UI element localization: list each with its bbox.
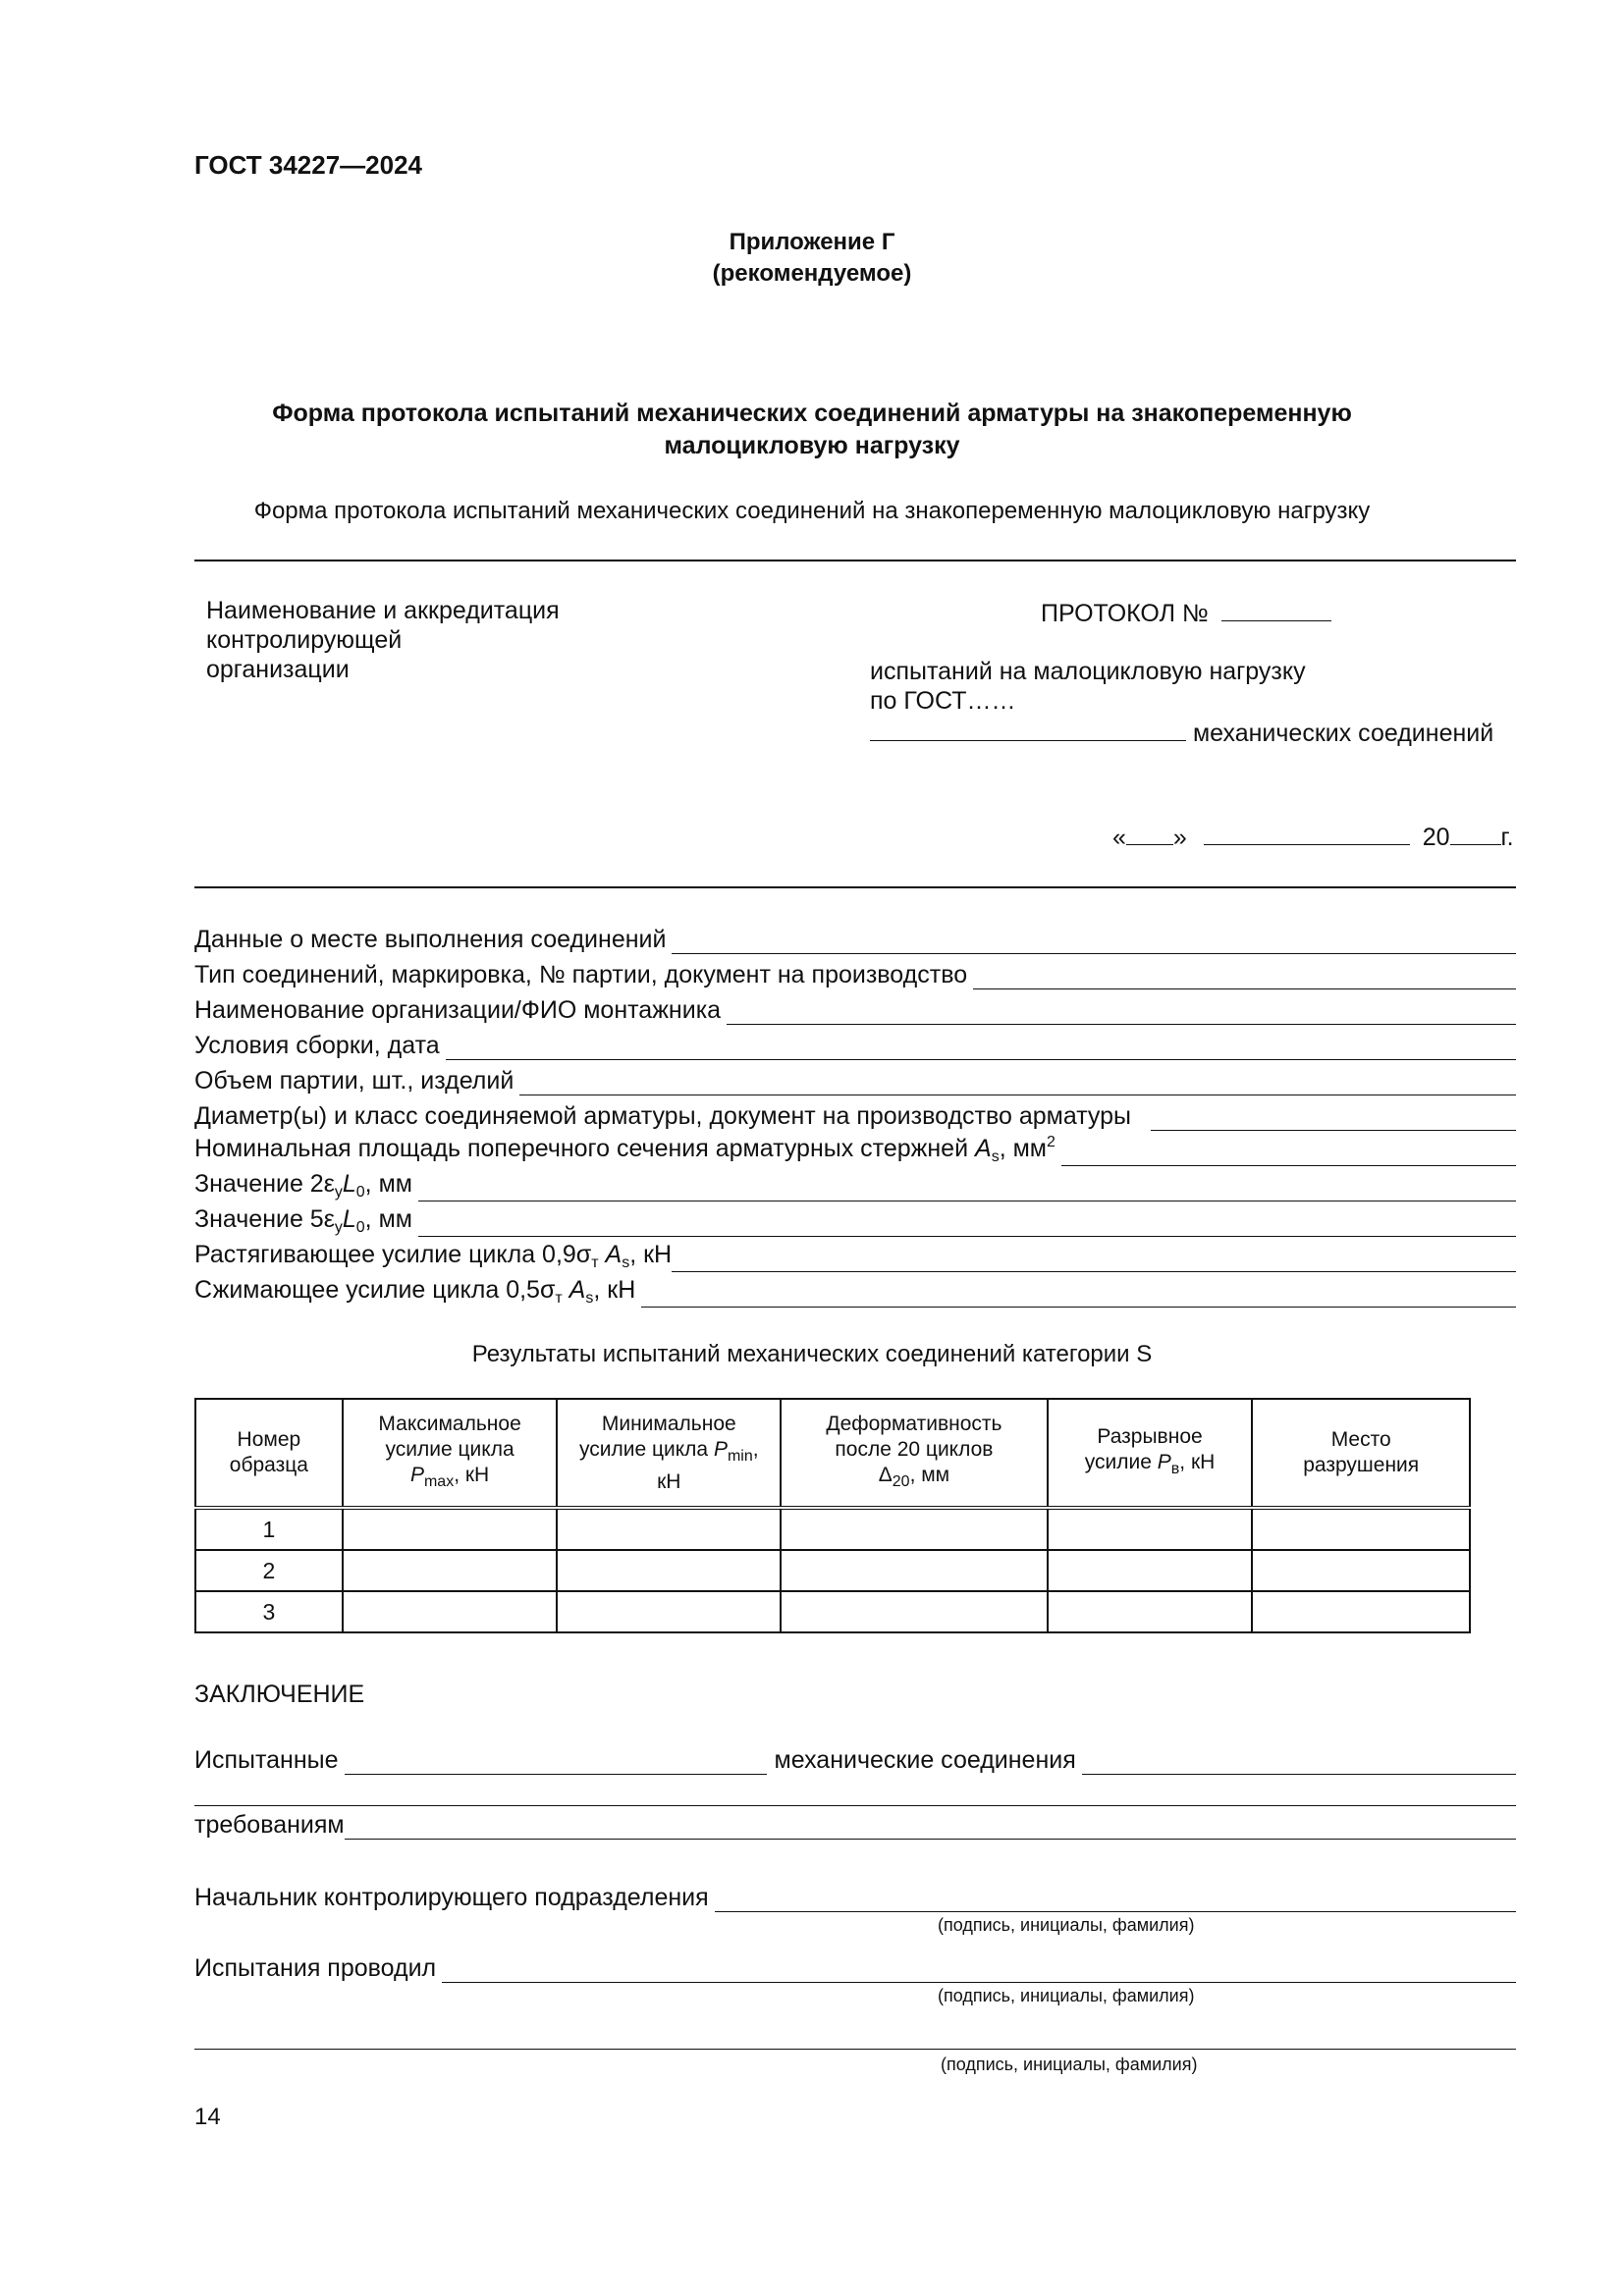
protocol-line1: испытаний на малоцикловую нагрузку — [870, 658, 1306, 685]
conclusion-row-requirements — [194, 1806, 1516, 1840]
field-label-installer: Наименование организации/ФИО монтажника — [194, 996, 722, 1024]
protocol-number-label — [1041, 597, 1331, 628]
header-failure-location — [1252, 1399, 1470, 1508]
field-input-installer[interactable] — [727, 998, 1516, 1025]
signature-tester-field[interactable] — [442, 1956, 1516, 1983]
cross-section-superscript: 2 — [1046, 1134, 1056, 1150]
header-min-force-symbol: P — [713, 1437, 728, 1461]
table-row — [195, 1591, 1470, 1632]
field-input-batch-volume[interactable] — [519, 1069, 1516, 1095]
value-2ey-sub2: 0 — [355, 1184, 365, 1201]
field-label-compressive-force — [194, 1276, 641, 1308]
table-cell[interactable] — [343, 1550, 558, 1591]
field-input-tensile-force[interactable] — [672, 1246, 1516, 1272]
field-input-connection-type[interactable] — [973, 963, 1516, 989]
date-month-field[interactable] — [1204, 821, 1410, 845]
date-quote-open: « — [1112, 824, 1126, 851]
row-number-cell: 3 — [195, 1591, 343, 1632]
tensile-force-sub1: т — [591, 1255, 599, 1271]
field-label-location: Данные о месте выполнения соединений — [194, 926, 667, 953]
conclusion-tested-field[interactable] — [345, 1748, 767, 1775]
protocol-label: ПРОТОКОЛ № — [1041, 600, 1209, 627]
date-year-prefix: 20 — [1422, 824, 1450, 851]
header-max-force-unit: , кН — [454, 1463, 490, 1486]
compressive-force-unit: , кН — [593, 1276, 636, 1304]
header-breaking-force — [1048, 1399, 1253, 1508]
conclusion-requirements-field[interactable] — [345, 1813, 1516, 1840]
field-label-tensile-force — [194, 1241, 672, 1272]
results-header-row — [195, 1399, 1470, 1508]
divider-top — [194, 560, 1516, 561]
header-failure-location-l1: Место — [1330, 1428, 1391, 1451]
protocol-line3 — [870, 717, 1493, 748]
org-label-line3: организации — [206, 656, 350, 683]
org-label-line2: контролирующей — [206, 626, 403, 654]
tensile-force-symbol: A — [605, 1241, 623, 1268]
header-deformability-unit: , мм — [909, 1463, 950, 1486]
signature-row-head — [194, 1879, 1516, 1912]
conclusion-continuation-field[interactable] — [194, 1780, 1516, 1806]
signature-head-label: Начальник контролирующего подразделения — [194, 1884, 709, 1911]
field-label-value-5ey — [194, 1205, 418, 1237]
value-5ey-text: Значение 5ε — [194, 1205, 335, 1233]
field-row-value-5ey — [194, 1203, 1516, 1237]
field-row-value-2ey — [194, 1168, 1516, 1201]
table-cell[interactable] — [557, 1550, 781, 1591]
conclusion-row-tested — [194, 1741, 1516, 1775]
field-row-location — [194, 921, 1516, 954]
row-number-cell: 1 — [195, 1508, 343, 1550]
date-year-suffix: г. — [1500, 824, 1514, 851]
divider-middle — [194, 886, 1516, 888]
compressive-force-text: Сжимающее усилие цикла 0,5σ — [194, 1276, 556, 1304]
field-label-batch-volume: Объем партии, шт., изделий — [194, 1067, 514, 1095]
signature-head-field[interactable] — [715, 1886, 1516, 1912]
conclusion-tested-label: Испытанные — [194, 1746, 339, 1774]
cross-section-subscript: s — [991, 1148, 1000, 1165]
field-row-cross-section — [194, 1133, 1516, 1166]
table-cell[interactable] — [557, 1508, 781, 1550]
header-deformability-l2: после 20 циклов — [835, 1437, 994, 1461]
field-input-diameter-class[interactable] — [1151, 1104, 1516, 1131]
results-title: Результаты испытаний механических соединений категории S — [471, 1341, 1153, 1367]
protocol-line3-suffix: механических соединений — [1192, 720, 1494, 747]
org-label-line1: Наименование и аккредитация — [206, 597, 560, 624]
table-cell[interactable] — [557, 1591, 781, 1632]
field-row-connection-type — [194, 956, 1516, 989]
field-label-cross-section — [194, 1134, 1061, 1166]
table-cell[interactable] — [343, 1508, 558, 1550]
header-deformability-symbol: Δ — [878, 1463, 893, 1486]
field-label-diameter-class: Диаметр(ы) и класс соединяемой арматуры, документ на производство арматуры — [194, 1102, 1132, 1130]
document-standard-number: ГОСТ 34227—2024 — [194, 150, 422, 180]
table-cell[interactable] — [1048, 1508, 1253, 1550]
header-min-force — [557, 1399, 781, 1508]
page-number: 14 — [194, 2104, 221, 2130]
field-label-assembly-conditions: Условия сборки, дата — [194, 1032, 440, 1059]
conclusion-connections-field[interactable] — [1082, 1748, 1516, 1775]
header-max-force — [343, 1399, 558, 1508]
field-row-assembly-conditions — [194, 1027, 1516, 1060]
header-breaking-force-l1: Разрывное — [1097, 1424, 1203, 1448]
table-row — [195, 1550, 1470, 1591]
table-cell[interactable] — [781, 1591, 1048, 1632]
header-breaking-force-sub: в — [1170, 1460, 1180, 1477]
form-title-line1: Форма протокола испытаний механических соединений арматуры на знакопеременную — [272, 400, 1352, 427]
table-row — [195, 1508, 1470, 1550]
field-input-cross-section[interactable] — [1061, 1140, 1516, 1166]
value-5ey-symbol: L — [342, 1205, 356, 1233]
signature-tester-label: Испытания проводил — [194, 1954, 437, 1982]
signature-third-field[interactable] — [194, 2023, 1516, 2050]
field-input-compressive-force[interactable] — [641, 1281, 1516, 1308]
conclusion-requirements-label: требованиям — [194, 1811, 345, 1839]
value-5ey-unit: , мм — [364, 1205, 412, 1233]
signature-third-caption: (подпись, инициалы, фамилия) — [941, 2055, 1198, 2074]
appendix-status: (рекомендуемое) — [712, 260, 912, 287]
table-cell[interactable] — [1048, 1550, 1253, 1591]
header-breaking-force-symbol: P — [1157, 1450, 1171, 1473]
header-breaking-force-unit: , кН — [1179, 1450, 1216, 1473]
field-row-installer — [194, 991, 1516, 1025]
field-row-batch-volume — [194, 1062, 1516, 1095]
tensile-force-sub2: s — [622, 1255, 630, 1271]
header-max-force-symbol: P — [409, 1463, 424, 1486]
header-max-force-l1: Максимальное — [378, 1412, 521, 1435]
header-sample-number-l1: Номер — [237, 1428, 301, 1451]
protocol-number-field[interactable] — [1221, 597, 1331, 621]
date-quote-close: » — [1172, 824, 1187, 851]
value-5ey-sub1: y — [334, 1219, 343, 1236]
table-cell[interactable] — [1048, 1591, 1253, 1632]
table-cell[interactable] — [343, 1591, 558, 1632]
conclusion-connections-label: механические соединения — [774, 1746, 1076, 1774]
tensile-force-text: Растягивающее усилие цикла 0,9σ — [194, 1241, 592, 1268]
tensile-force-unit: , кН — [629, 1241, 673, 1268]
signature-row-third — [194, 2016, 1516, 2050]
header-sample-number-l2: образца — [229, 1454, 308, 1476]
header-breaking-force-l2: усилие — [1084, 1450, 1152, 1473]
header-min-force-comma: , — [752, 1437, 759, 1461]
header-min-force-l1: Минимальное — [601, 1412, 736, 1435]
table-cell[interactable] — [1252, 1591, 1470, 1632]
date-year-field[interactable] — [1450, 821, 1501, 845]
table-cell[interactable] — [1252, 1550, 1470, 1591]
header-sample-number — [195, 1399, 343, 1508]
header-deformability-sub: 20 — [892, 1472, 910, 1490]
value-2ey-text: Значение 2ε — [194, 1170, 335, 1198]
header-max-force-l2: усилие цикла — [385, 1437, 514, 1461]
field-input-assembly-conditions[interactable] — [446, 1034, 1516, 1060]
value-5ey-sub2: 0 — [355, 1219, 365, 1236]
cross-section-text: Номинальная площадь поперечного сечения арматурных стержней — [194, 1135, 969, 1162]
table-cell[interactable] — [781, 1508, 1048, 1550]
form-subtitle: Форма протокола испытаний механических соединений на знакопеременную малоцикловую нагрузку — [253, 498, 1371, 524]
header-deformability-l1: Деформативность — [826, 1412, 1002, 1435]
results-table — [194, 1398, 1471, 1633]
field-row-compressive-force — [194, 1274, 1516, 1308]
field-row-tensile-force — [194, 1239, 1516, 1272]
appendix-title: Приложение Г — [729, 229, 895, 255]
connection-type-field[interactable] — [870, 717, 1186, 741]
field-input-location[interactable] — [672, 928, 1516, 954]
signature-head-caption: (подпись, инициалы, фамилия) — [938, 1915, 1195, 1935]
conclusion-title: ЗАКЛЮЧЕНИЕ — [194, 1681, 365, 1708]
field-label-connection-type: Тип соединений, маркировка, № партии, документ на производство — [194, 961, 968, 988]
header-failure-location-l2: разрушения — [1303, 1454, 1420, 1476]
header-deformability — [781, 1399, 1048, 1508]
protocol-line2: по ГОСТ…… — [870, 687, 1016, 715]
field-label-value-2ey — [194, 1170, 418, 1201]
header-min-force-l3: кН — [657, 1469, 681, 1493]
cross-section-symbol: A — [975, 1135, 992, 1162]
field-row-diameter-class — [194, 1097, 1516, 1131]
table-cell[interactable] — [1252, 1508, 1470, 1550]
form-title-line2: малоцикловую нагрузку — [664, 432, 960, 459]
value-2ey-symbol: L — [342, 1170, 356, 1198]
header-min-force-l2: усилие цикла — [578, 1437, 709, 1461]
row-number-cell: 2 — [195, 1550, 343, 1591]
protocol-date — [1112, 821, 1514, 852]
signature-row-tester — [194, 1949, 1516, 1983]
conclusion-row-continuation — [194, 1773, 1516, 1806]
field-input-value-5ey[interactable] — [418, 1210, 1516, 1237]
value-2ey-unit: , мм — [364, 1170, 412, 1198]
cross-section-unit: , мм — [999, 1135, 1047, 1162]
field-input-value-2ey[interactable] — [418, 1175, 1516, 1201]
value-2ey-sub1: y — [334, 1184, 343, 1201]
header-max-force-sub: max — [423, 1472, 455, 1490]
date-day-field[interactable] — [1126, 821, 1173, 845]
compressive-force-sub2: s — [585, 1290, 594, 1307]
table-cell[interactable] — [781, 1550, 1048, 1591]
signature-tester-caption: (подпись, инициалы, фамилия) — [938, 1986, 1195, 2005]
compressive-force-symbol: A — [568, 1276, 586, 1304]
compressive-force-sub1: т — [555, 1290, 563, 1307]
header-min-force-sub: min — [727, 1447, 753, 1465]
